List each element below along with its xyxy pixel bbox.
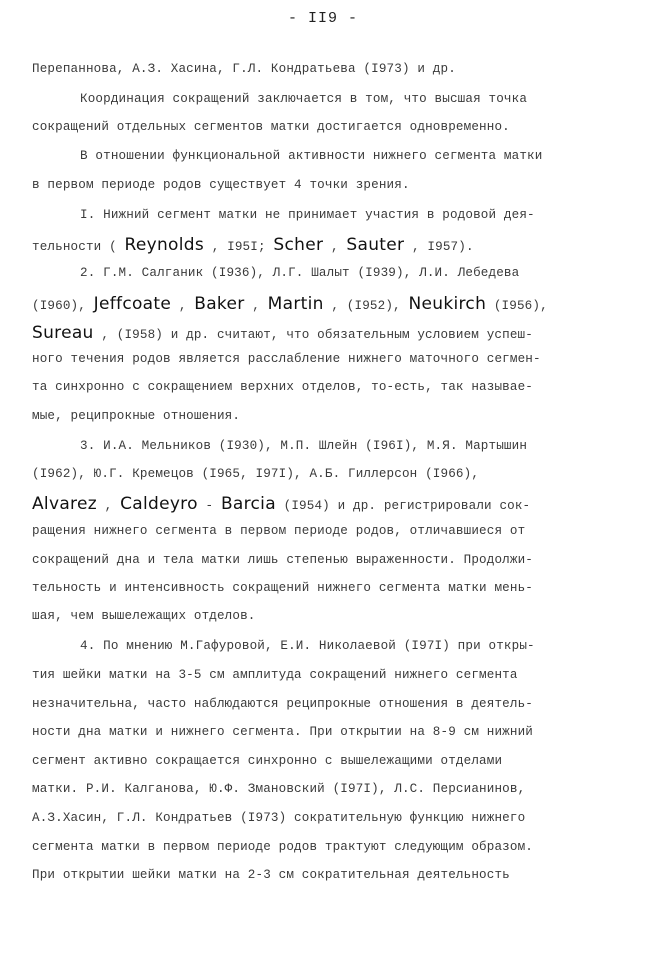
handwritten-author-name: Martin — [267, 294, 324, 314]
text-line: в первом периоде родов существует 4 точки зрения. — [32, 178, 410, 192]
text-segment: , — [96, 499, 121, 513]
text-line — [32, 294, 548, 314]
text-line: 2. Г.М. Салганик (I936), Л.Г. Шалыт (I939), Л.И. Лебедева — [80, 266, 520, 280]
text-line: ного течения родов является расслабление нижнего маточного сегмен- — [32, 352, 541, 366]
text-line: I. Нижний сегмент матки не принимает участия в родовой дея- — [80, 208, 535, 222]
handwritten-author-name: Jeffcoate — [93, 294, 172, 314]
text-line — [32, 494, 530, 514]
page-number: - II9 - — [287, 10, 358, 27]
text-line: сокращений отдельных сегментов матки достигается одновременно. — [32, 120, 510, 134]
text-line: та синхронно с сокращением верхних отделов, то-есть, так называе- — [32, 380, 533, 394]
handwritten-author-name: Barcia — [220, 494, 276, 514]
text-segment: (I956), — [486, 299, 548, 313]
text-line: 3. И.А. Мельников (I930), М.П. Шлейн (I96I), М.Я. Мартышин — [80, 439, 528, 453]
text-line: При открытии шейки матки на 2-3 см сократительная деятельность — [32, 868, 510, 882]
text-line: мые, реципрокные отношения. — [32, 409, 241, 423]
text-line: ращения нижнего сегмента в первом периоде родов, отличавшиеся от — [32, 524, 526, 538]
handwritten-author-name: Scher — [273, 235, 324, 255]
text-line: шая, чем вышележащих отделов. — [32, 609, 256, 623]
text-segment: , (I952), — [323, 299, 409, 313]
text-segment: - — [197, 499, 221, 513]
text-line: В отношении функциональной активности нижнего сегмента матки — [80, 149, 543, 163]
text-segment: , I957). — [404, 240, 474, 254]
text-line: матки. Р.И. Калганова, Ю.Ф. Змановский (I97I), Л.С. Персианинов, — [32, 782, 526, 796]
text-line: тия шейки матки на 3-5 см амплитуда сокращений нижнего сегмента — [32, 668, 518, 682]
text-line: сегмента матки в первом периоде родов трактуют следующим образом. — [32, 840, 533, 854]
handwritten-author-name: Baker — [194, 294, 245, 314]
text-line — [32, 323, 533, 343]
text-segment: , — [171, 299, 195, 313]
text-line: А.З.Хасин, Г.Л. Кондратьев (I973) сократительную функцию нижнего — [32, 811, 526, 825]
text-line: Координация сокращений заключается в том, что высшая точка — [80, 92, 528, 106]
text-line: 4. По мнению М.Гафуровой, Е.И. Николаевой (I97I) при откры- — [80, 639, 535, 653]
text-segment: (I954) и др. регистрировали сок- — [275, 499, 531, 513]
text-line: сегмент активно сокращается синхронно с вышележащими отделами — [32, 754, 503, 768]
text-line: тельность и интенсивность сокращений нижнего сегмента матки мень- — [32, 581, 533, 595]
text-line: Перепаннова, А.З. Хасина, Г.Л. Кондратьева (I973) и др. — [32, 62, 456, 76]
text-segment: , — [244, 299, 268, 313]
handwritten-author-name: Neukirch — [408, 294, 487, 314]
text-line: сокращений дна и тела матки лишь степенью выраженности. Продолжи- — [32, 553, 533, 567]
text-segment: (I960), — [32, 299, 94, 313]
text-line: ности дна матки и нижнего сегмента. При открытии на 8-9 см нижний — [32, 725, 533, 739]
text-line — [32, 235, 474, 255]
handwritten-author-name: Sureau — [32, 323, 94, 343]
handwritten-author-name: Reynolds — [124, 235, 205, 255]
text-segment: , I95I; — [204, 240, 274, 254]
handwritten-author-name: Alvarez — [32, 494, 97, 514]
handwritten-author-name: Sauter — [346, 235, 405, 255]
handwritten-author-name: Caldeyro — [120, 494, 198, 514]
text-segment: тельности ( — [32, 240, 125, 254]
text-segment: , — [323, 240, 347, 254]
text-line: (I962), Ю.Г. Кремецов (I965, I97I), А.Б. Гиллерсон (I966), — [32, 467, 480, 481]
text-segment: , (I958) и др. считают, что обязательным условием успеш- — [93, 328, 533, 342]
text-line: незначительна, часто наблюдаются реципрокные отношения в деятель- — [32, 697, 533, 711]
